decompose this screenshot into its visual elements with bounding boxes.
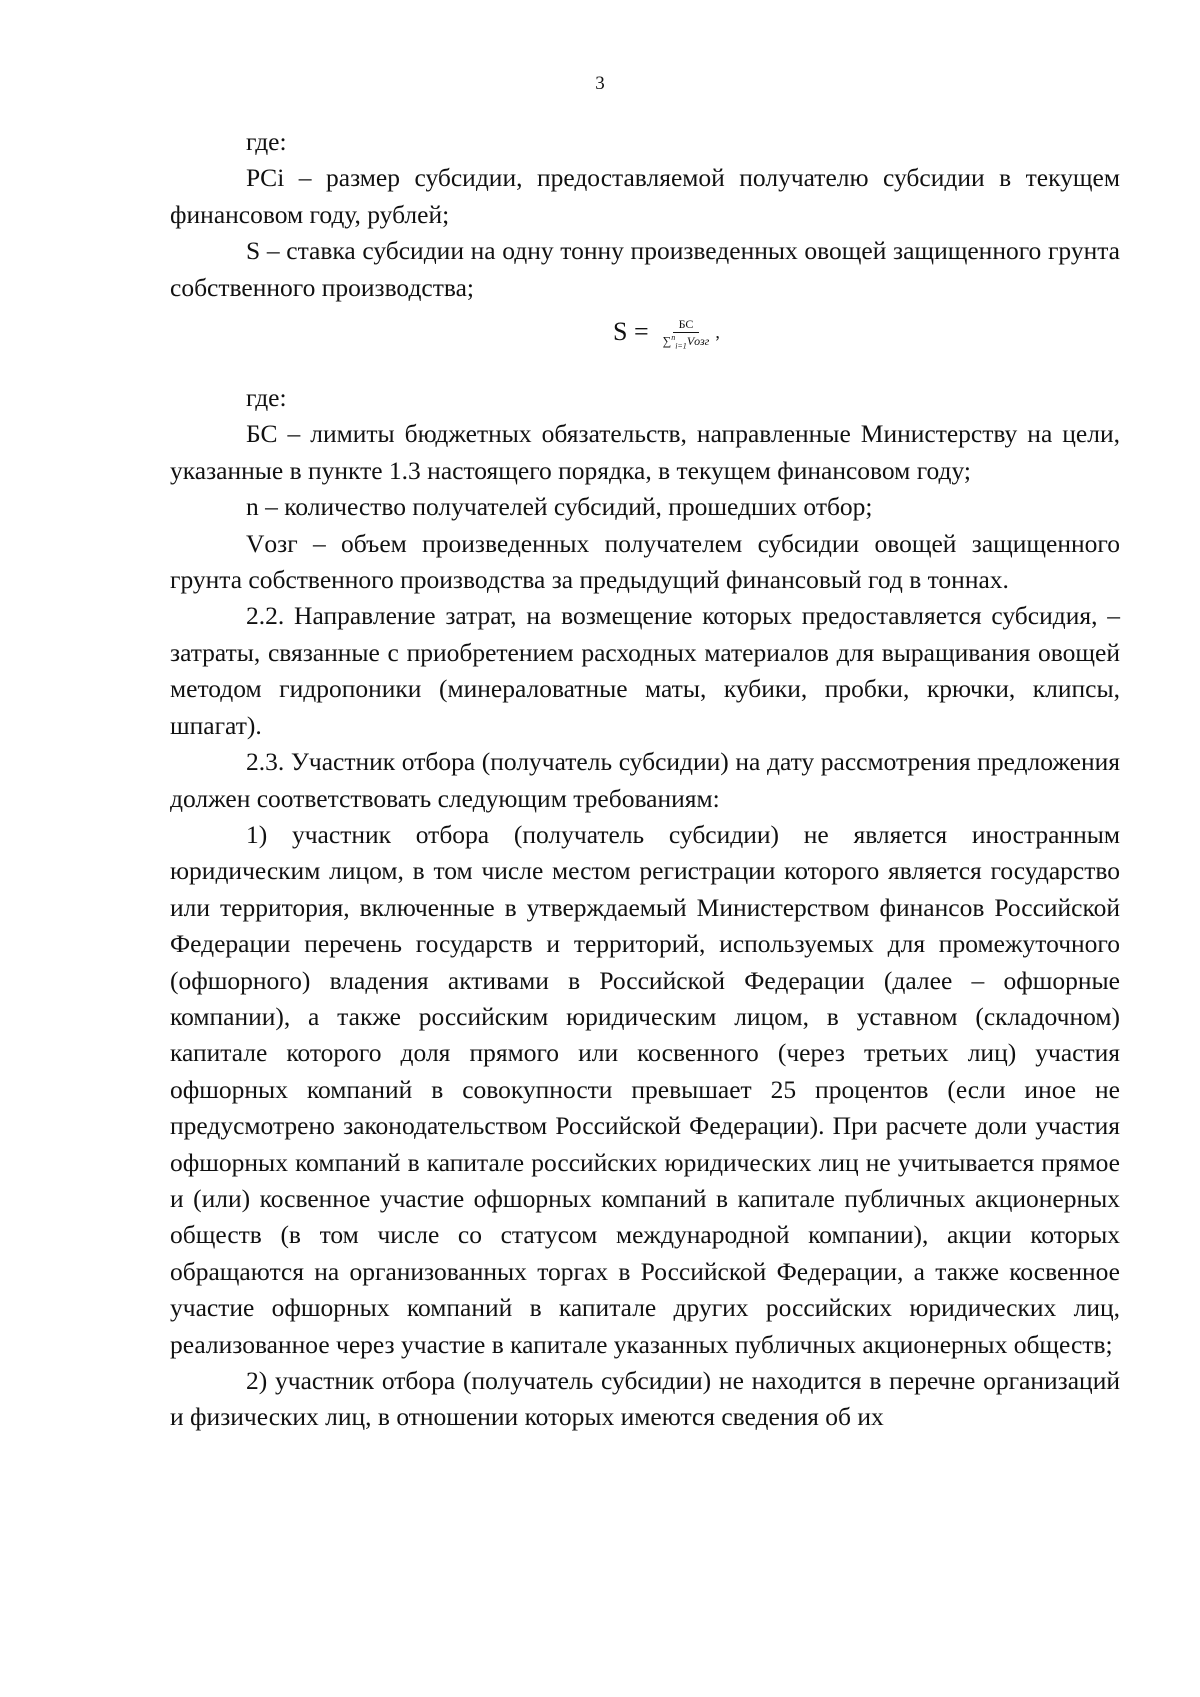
paragraph-bs-definition: БС – лимиты бюджетных обязательств, направленные Министерству на цели, указанные в пункте 1.3 настоящего порядка, в текущем финансовом году; — [170, 419, 1120, 485]
paragraph-requirement-2: 2) участник отбора (получатель субсидии) не находится в перечне организаций и физических лиц, в отношении которых имеются сведения об их — [170, 1366, 1120, 1432]
formula-denominator — [659, 332, 714, 351]
sum-lower-limit: i=1 — [675, 341, 687, 351]
formula — [613, 314, 720, 350]
paragraph-2-3: 2.3. Участник отбора (получатель субсидии) на дату рассмотрения предложения должен соответствовать следующим требованиям: — [170, 747, 1120, 813]
paragraph-vozg-definition: Vозг – объем произведенных получателем субсидии овощей защищенного грунта собственного производства за предыдущий финансовый год в тоннах. — [170, 528, 1120, 595]
sum-symbol: ∑ — [662, 333, 672, 348]
formula-fraction — [659, 316, 714, 351]
formula-numerator: БС — [673, 317, 700, 333]
paragraph-s-definition: S – ставка субсидии на одну тонну произведенных овощей защищенного грунта собственного производства; — [170, 236, 1120, 302]
formula-block — [170, 306, 1120, 380]
paragraph-pci-definition: PCi – размер субсидии, предоставляемой получателю субсидии в текущем финансовом году, рублей; — [170, 163, 1120, 229]
formula-comma: , — [715, 322, 720, 343]
paragraph-where-2: где: — [246, 383, 287, 413]
denominator-variable: Vозг — [686, 333, 710, 348]
paragraph-2-2: 2.2. Направление затрат, на возмещение которых предоставляется субсидия, – затраты, связанные с приобретением расходных материалов для выращивания овощей методом гидропоники (минераловатные маты, кубики, пробки, крючки, клипсы, шпагат). — [170, 601, 1120, 740]
paragraph-requirement-1: 1) участник отбора (получатель субсидии) не является иностранным юридическим лицом, в том числе местом регистрации которого является государство или территория, включенные в утверждаемый Министерством финансов Российской Федерации перечень государств и территорий, используемых для промежуточного (офшорного) владения активами в Российской Федерации (далее – офшорные компании), а также российским юридическим лицом, в уставном (складочном) капитале которого доля прямого или косвенного (через третьих лиц) участия офшорных компаний в совокупности превышает 25 процентов (если иное не предусмотрено законодательством Российской Федерации). При расчете доли участия офшорных компаний в капитале российских юридических лиц не учитывается прямое и (или) косвенное участие офшорных компаний в капитале публичных акционерных обществ (в том числе со статусом международной компании), акции которых обращаются на организованных торгах в Российской Федерации, а также косвенное участие офшорных компаний в капитале других российских юридических лиц, реализованное через участие в капитале указанных публичных акционерных обществ; — [170, 819, 1120, 1359]
sum-upper-limit: n — [671, 332, 676, 342]
page-number: 3 — [595, 73, 605, 94]
formula-lhs: S = — [613, 317, 649, 347]
paragraph-where-1: где: — [246, 127, 287, 156]
paragraph-n-definition: n – количество получателей субсидий, прошедших отбор; — [246, 492, 873, 522]
document-body — [170, 124, 1120, 1436]
